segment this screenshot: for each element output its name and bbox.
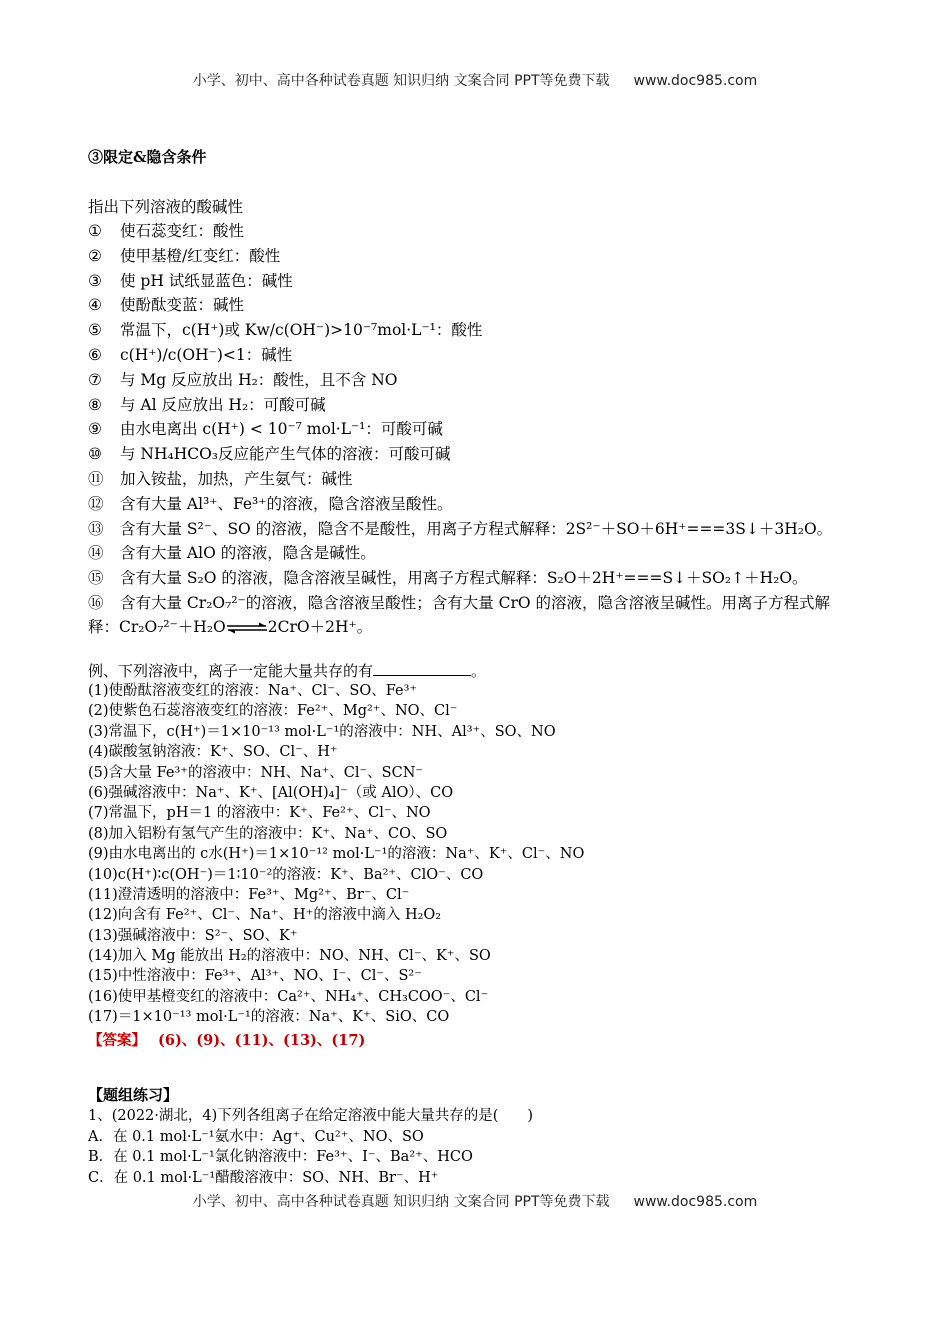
list-item: [88, 566, 888, 591]
item-text: 含有大量 AlO 的溶液，隐含是碱性。: [120, 544, 376, 563]
footer-text: 小学、初中、高中各种试卷真题 知识归纳 文案合同 PPT等免费下载: [192, 1194, 610, 1210]
example-item: (12)向含有 Fe²⁺、Cl⁻、Na⁺、H⁺的溶液中滴入 H₂O₂: [88, 907, 442, 924]
list-item: [88, 219, 888, 244]
example-question: [88, 660, 888, 681]
item-number: ⑯: [88, 593, 104, 612]
list-item: [88, 417, 888, 442]
practice-section: [88, 1084, 888, 1188]
practice-option: A．在 0.1 mol·L⁻¹氨水中：Ag⁺、Cu²⁺、NO、SO: [88, 1128, 424, 1145]
example-item: (7)常温下，pH＝1 的溶液中：K⁺、Fe²⁺、Cl⁻、NO: [88, 805, 431, 822]
item-text: 含有大量 Cr₂O₇²⁻的溶液，隐含溶液呈酸性；含有大量 CrO 的溶液，隐含溶液呈碱性。用离子方程式解: [120, 593, 831, 612]
item-text: 与 NH₄HCO₃反应能产生气体的溶液：可酸可碱: [120, 445, 451, 464]
list-item: [88, 343, 888, 368]
item-text: 使甲基橙/红变红：酸性: [120, 246, 281, 265]
item-text-end: 2CrO＋2H⁺。: [267, 617, 373, 636]
item-text: 与 Al 反应放出 H₂：可酸可碱: [120, 395, 326, 414]
item-number: ⑤: [88, 321, 102, 340]
example-item: (13)强碱溶液中：S²⁻、SO、K⁺: [88, 927, 298, 944]
section-title: ③限定&隐含条件: [88, 148, 207, 166]
item-text: 加入铵盐，加热，产生氨气：碱性: [120, 469, 353, 488]
item-text: 由水电离出 c(H⁺) < 10⁻⁷ mol·L⁻¹：可酸可碱: [120, 420, 443, 439]
practice-option: C．在 0.1 mol·L⁻¹醋酸溶液中：SO、NH、Br⁻、H⁺: [88, 1169, 439, 1186]
practice-title: 【题组练习】: [88, 1086, 179, 1104]
item-number: ⑭: [88, 544, 104, 563]
list-item: [88, 368, 888, 393]
practice-question: 1、(2022·湖北，4)下列各组离子在给定溶液中能大量共存的是( ): [88, 1108, 534, 1124]
example-item: (4)碳酸氢钠溶液：K⁺、SO、Cl⁻、H⁺: [88, 744, 338, 761]
list-item: [88, 591, 878, 639]
header-text: 小学、初中、高中各种试卷真题 知识归纳 文案合同 PPT等免费下载: [192, 73, 610, 89]
item-number: ①: [88, 222, 102, 240]
answer-label: 【答案】: [88, 1031, 146, 1049]
list-item: [88, 318, 888, 343]
item-text: 含有大量 Al³⁺、Fe³⁺的溶液，隐含溶液呈酸性。: [120, 494, 453, 513]
answer-blank: [373, 660, 471, 676]
example-item: (17)＝1×10⁻¹³ mol·L⁻¹的溶液：Na⁺、K⁺、SiO、CO: [88, 1009, 450, 1026]
intro-text: 指出下列溶液的酸碱性: [88, 198, 244, 216]
item-text: 使 pH 试纸显蓝色：碱性: [120, 271, 293, 290]
example-item: (16)使甲基橙变红的溶液中：Ca²⁺、NH₄⁺、CH₃COO⁻、Cl⁻: [88, 988, 489, 1005]
question-end: 。: [471, 662, 487, 680]
example-item: (6)强碱溶液中：Na⁺、K⁺、[Al(OH)₄]⁻（或 AlO）、CO: [88, 784, 454, 801]
item-number: ②: [88, 246, 102, 265]
item-text: 使石蕊变红：酸性: [120, 222, 245, 240]
item-number: ⑦: [88, 370, 102, 389]
answer-line: [88, 1030, 888, 1052]
page-footer: [0, 1191, 950, 1211]
item-number: ⑨: [88, 420, 102, 439]
page-header: [0, 70, 950, 90]
item-text-cont: 释：Cr₂O₇²⁻＋H₂O: [88, 617, 226, 636]
list-item: [88, 467, 888, 492]
example-item: (9)由水电离出的 c水(H⁺)＝1×10⁻¹² mol·L⁻¹的溶液：Na⁺、K⁺、Cl⁻、NO: [88, 846, 585, 863]
item-number: ⑫: [88, 494, 104, 513]
answer-value: (6)、(9)、(11)、(13)、(17): [158, 1031, 366, 1049]
example-item: (3)常温下，c(H⁺)＝1×10⁻¹³ mol·L⁻¹的溶液中：NH、Al³⁺、SO、NO: [88, 723, 556, 740]
header-url[interactable]: www.doc985.com: [633, 73, 758, 89]
practice-option: B．在 0.1 mol·L⁻¹氯化钠溶液中：Fe³⁺、I⁻、Ba²⁺、HCO: [88, 1149, 473, 1165]
item-text: c(H⁺)/c(OH⁻)<1：碱性: [120, 345, 293, 364]
footer-url[interactable]: www.doc985.com: [633, 1194, 758, 1210]
item-number: ⑧: [88, 395, 102, 414]
question-text: 例、下列溶液中，离子一定能大量共存的有: [88, 662, 374, 680]
example-item: (15)中性溶液中：Fe³⁺、Al³⁺、NO、I⁻、Cl⁻、S²⁻: [88, 968, 422, 985]
item-number: ⑪: [88, 469, 104, 488]
list-item: [88, 393, 888, 418]
item-number: ⑮: [88, 569, 104, 588]
example-item: (14)加入 Mg 能放出 H₂的溶液中：NO、NH、Cl⁻、K⁺、SO: [88, 948, 491, 965]
equilibrium-arrow-icon: [226, 622, 268, 634]
item-number: ③: [88, 271, 102, 290]
list-item: [88, 442, 888, 467]
list-item: [88, 541, 888, 566]
list-item: [88, 293, 888, 318]
item-number: ④: [88, 296, 102, 315]
example-item: (11)澄清透明的溶液中：Fe³⁺、Mg²⁺、Br⁻、Cl⁻: [88, 886, 410, 903]
acidity-list: [88, 219, 888, 639]
example-item: (10)c(H⁺)∶c(OH⁻)＝1∶10⁻²的溶液：K⁺、Ba²⁺、ClO⁻、CO: [88, 866, 484, 883]
item-text: 使酚酞变蓝：碱性: [120, 296, 245, 315]
example-item: (8)加入铝粉有氢气产生的溶液中：K⁺、Na⁺、CO、SO: [88, 825, 448, 842]
example-item: (2)使紫色石蕊溶液变红的溶液：Fe²⁺、Mg²⁺、NO、Cl⁻: [88, 703, 458, 720]
list-item: [88, 517, 888, 542]
item-number: ⑥: [88, 345, 102, 364]
item-text: 含有大量 S²⁻、SO 的溶液，隐含不是酸性，用离子方程式解释：2S²⁻＋SO＋6H⁺===3S↓＋3H₂O。: [120, 519, 833, 538]
item-number: ⑬: [88, 519, 104, 538]
item-text: 常温下，c(H⁺)或 Kᴡ/c(OH⁻)>10⁻⁷mol·L⁻¹：酸性: [120, 321, 483, 340]
item-number: ⑩: [88, 445, 102, 464]
example-item: (1)使酚酞溶液变红的溶液：Na⁺、Cl⁻、SO、Fe³⁺: [88, 683, 418, 699]
list-item: [88, 244, 888, 269]
list-item: [88, 269, 888, 294]
item-text: 与 Mg 反应放出 H₂：酸性，且不含 NO: [120, 370, 398, 389]
example-section: [88, 660, 888, 1052]
item-text: 含有大量 S₂O 的溶液，隐含溶液呈碱性，用离子方程式解释：S₂O＋2H⁺===S↓＋SO₂↑＋H₂O。: [120, 569, 808, 588]
list-item: [88, 492, 888, 517]
example-item: (5)含大量 Fe³⁺的溶液中：NH、Na⁺、Cl⁻、SCN⁻: [88, 764, 424, 781]
